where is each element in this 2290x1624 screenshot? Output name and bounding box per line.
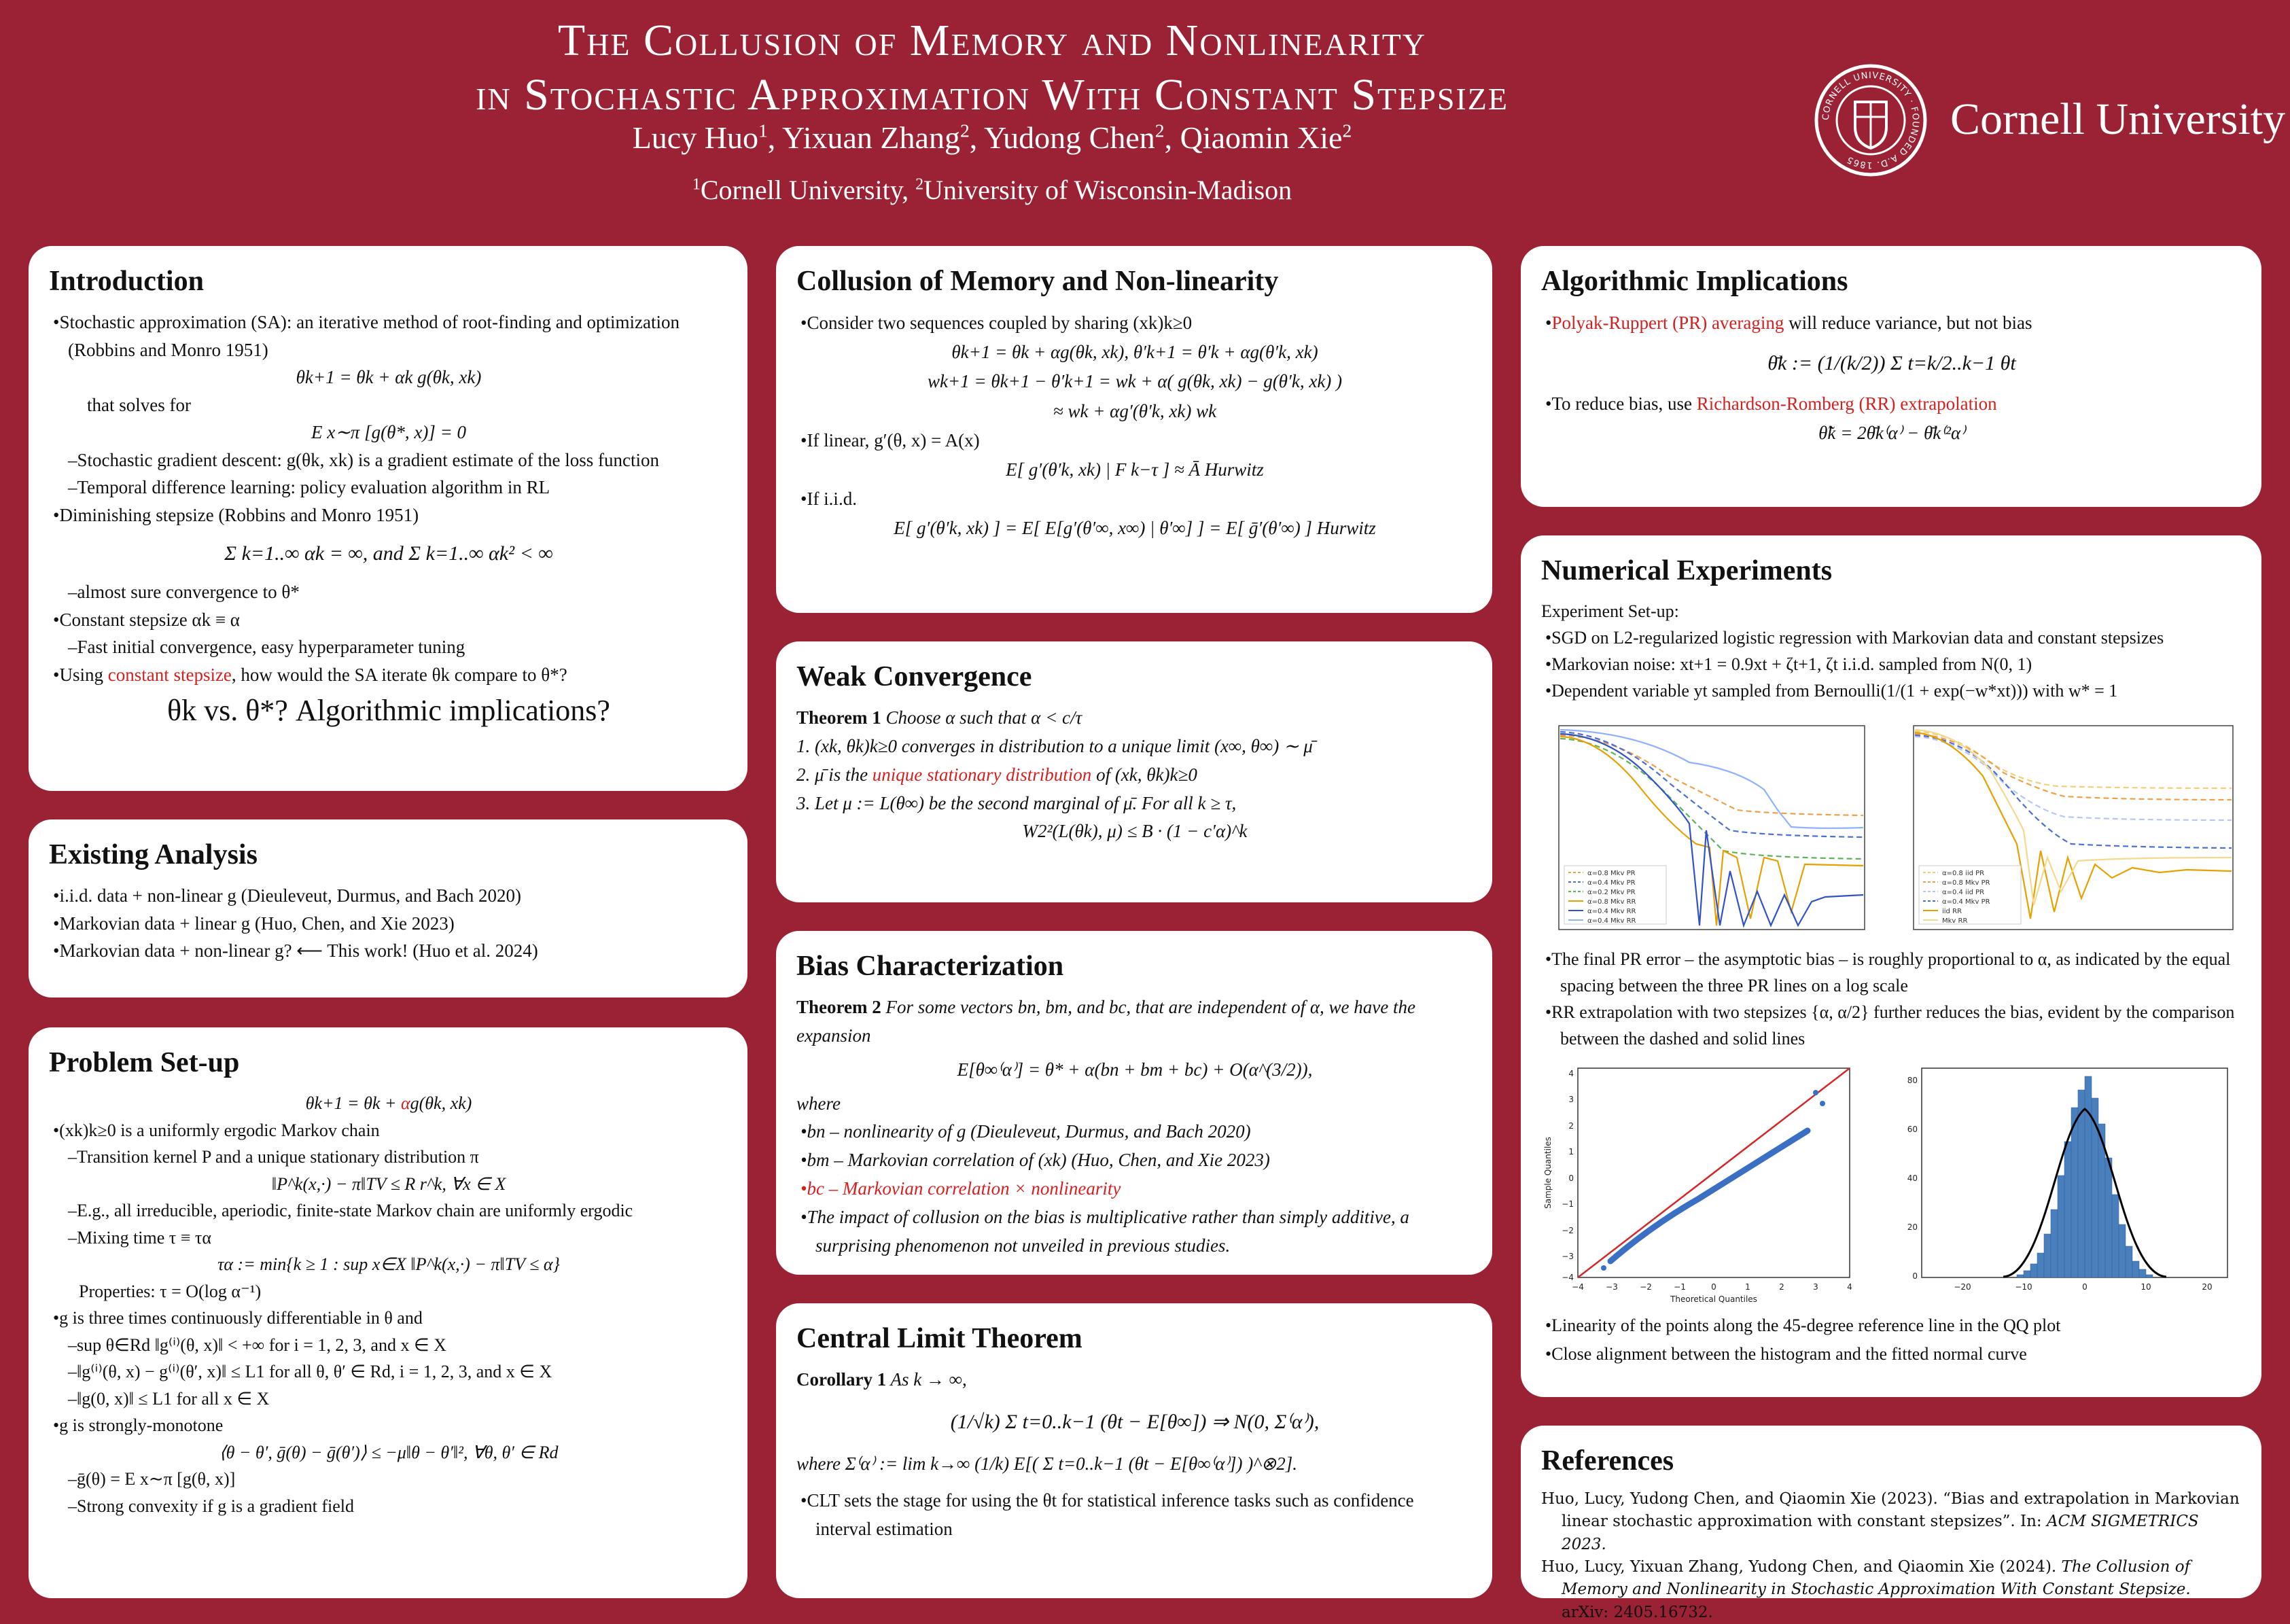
equation: θ̄k := (1/(k/2)) Σ t=k/2..k−1 θt: [1767, 352, 2016, 375]
equation: E[ g′(θ′k, xk) | F k−τ ] ≈ Ā Hurwitz: [1006, 459, 1264, 480]
sub-bullet: – Stochastic gradient descent: g(θk, xk) is a gradient estimate of the loss function: [49, 446, 728, 474]
bullet: • Markovian noise: xt+1 = 0.9xt + ζt+1, ζt i.i.d. sampled from N(0, 1): [1541, 651, 2242, 677]
svg-text:−1: −1: [1674, 1282, 1686, 1292]
panel-heading: Introduction: [49, 266, 204, 297]
panel-algorithmic-implications: [1521, 246, 2261, 507]
svg-text:2: 2: [1779, 1282, 1784, 1292]
text: that solves for: [87, 394, 191, 415]
svg-text:−4: −4: [1572, 1282, 1584, 1292]
theorem: Theorem 2 For some vectors bn, bm, and bc, that are independent of α, we have the expansion: [796, 997, 1415, 1046]
svg-text:20: 20: [2202, 1282, 2213, 1292]
bullet: • Consider two sequences coupled by sharing (xk)k≥0: [796, 308, 1473, 338]
panel-heading: Central Limit Theorem: [796, 1323, 1082, 1354]
key-question: θk vs. θ*? Algorithmic implications?: [167, 694, 610, 727]
bullet: • Markovian data + non-linear g? ⟵ This work! (Huo et al. 2024): [49, 937, 728, 965]
bullet: • Linearity of the points along the 45-degree reference line in the QQ plot: [1541, 1311, 2241, 1340]
equation: ≈ wk + αg′(θ′k, xk) wk: [1053, 400, 1217, 421]
panel-heading: References: [1541, 1445, 1674, 1477]
svg-text:4: 4: [1568, 1069, 1574, 1078]
bullet: • CLT sets the stage for using the θt for statistical inference tasks such as confidence interval estimation: [796, 1487, 1473, 1544]
panel-references: [1521, 1426, 2261, 1621]
author: Yudong Chen: [984, 120, 1155, 155]
cornell-seal-icon: [1813, 63, 1928, 178]
bullet: • Constant stepsize αk ≡ α: [49, 606, 728, 634]
bullet: • Polyak-Ruppert (PR) averaging will reduce variance, but not bias: [1541, 308, 2242, 338]
svg-text:0: 0: [2082, 1282, 2088, 1292]
panel-numerical-experiments: [1521, 535, 2261, 1397]
svg-text:0: 0: [1568, 1173, 1574, 1183]
sub-bullet: – E.g., all irreducible, aperiodic, finite-state Markov chain are uniformly ergodic: [49, 1197, 728, 1224]
error-plot-iid-vs-markovian: [1888, 722, 2241, 946]
title-line-2: in Stochastic Approximation With Constant Stepsize: [476, 70, 1509, 120]
panel-bias-characterization: [776, 931, 1492, 1275]
author: Lucy Huo: [632, 120, 758, 155]
svg-text:20: 20: [1907, 1222, 1918, 1232]
bullet: • g is strongly-monotone: [49, 1412, 728, 1439]
svg-text:40: 40: [1907, 1173, 1918, 1183]
bullet: • The impact of collusion on the bias is multiplicative rather than simply additive, a surprising phenomenon not unveiled in previous studies.: [796, 1203, 1473, 1260]
legend-entry: α=0.4 iid PR: [1942, 889, 1985, 896]
legend-entry: α=0.8 Mkv PR: [1587, 870, 1636, 877]
svg-text:−4: −4: [1562, 1273, 1574, 1282]
equation: ⟨θ − θ′, ḡ(θ) − ḡ(θ′)⟩ ≤ −μ‖θ − θ′‖², ∀θ, θ′ ∈ Rd: [219, 1442, 559, 1462]
bullet: • The final PR error – the asymptotic bias – is roughly proportional to α, as indicated by the equal spacing between the three PR lines on a log scale: [1541, 946, 2241, 999]
x-axis-label: Theoretical Quantiles: [1670, 1294, 1757, 1304]
svg-text:−2: −2: [1562, 1226, 1574, 1235]
svg-text:10: 10: [2141, 1282, 2151, 1292]
svg-text:−2: −2: [1640, 1282, 1652, 1292]
legend-entry: α=0.4 Mkv PR: [1942, 898, 1990, 906]
affiliations: $^1$Cornell University, $^2$University of Wisconsin-Madison: [692, 175, 1292, 205]
equation: E[ g′(θ′k, xk) ] = E[ E[g′(θ′∞, x∞) | θ′∞] ] = E[ ḡ′(θ′∞) ] Hurwitz: [894, 518, 1376, 539]
title-line-1: The Collusion of Memory and Nonlinearity: [557, 16, 1427, 65]
text: where: [796, 1093, 841, 1114]
legend-entry: Mkv RR: [1942, 917, 1968, 925]
panel-heading: Weak Convergence: [796, 661, 1032, 692]
bullet: • bm – Markovian correlation of (xk) (Huo, Chen, and Xie 2023): [796, 1146, 1473, 1175]
poster-header: [0, 0, 2290, 224]
legend-entry: α=0.4 Mkv RR: [1587, 908, 1636, 915]
sub-bullet: – Strong convexity if g is a gradient field: [49, 1493, 728, 1520]
equation: Σ k=1..∞ αk = ∞, and Σ k=1..∞ αk² < ∞: [224, 542, 553, 565]
bullet: • g is three times continuously differentiable in θ and: [49, 1305, 728, 1332]
reference-item: Huo, Lucy, Yixuan Zhang, Yudong Chen, and Qiaomin Xie (2024). The Collusion of Memory and Nonlinearity in Stochastic Approximation With Constant Stepsize. arXiv: 2405.16732.: [1541, 1558, 2191, 1621]
bullet: • Diminishing stepsize (Robbins and Monro 1951): [49, 501, 728, 529]
equation: E[θ∞⁽α⁾] = θ* + α(bn + bm + bc) + O(α^(3/2)),: [957, 1059, 1313, 1080]
panel-heading: Existing Analysis: [49, 839, 258, 870]
bullet: • Dependent variable yt sampled from Bernoulli(1/(1 + exp(−w*xt))) with w* = 1: [1541, 677, 2242, 704]
svg-text:1: 1: [1745, 1282, 1750, 1292]
bullet: • Using constant stepsize, how would the SA iterate θk compare to θ*?: [49, 661, 728, 689]
sub-bullet: – Mixing time τ ≡ τα: [49, 1224, 728, 1252]
svg-text:0: 0: [1912, 1271, 1918, 1281]
panel-heading: Collusion of Memory and Non-linearity: [796, 266, 1279, 297]
bullet: • Close alignment between the histogram and the fitted normal curve: [1541, 1340, 2241, 1369]
histogram-plot: [1888, 1063, 2241, 1307]
equation: θk+1 = θk + αg(θk, xk), θ′k+1 = θ′k + αg(θ′k, xk): [951, 342, 1318, 363]
panel-introduction: [29, 246, 747, 791]
bullet: • (xk)k≥0 is a uniformly ergodic Markov chain: [49, 1117, 728, 1144]
panel-problem-setup: [29, 1027, 747, 1598]
legend-entry: α=0.4 Mkv RR: [1587, 917, 1636, 925]
text: where Σ⁽α⁾ := lim k→∞ (1/k) E[( Σ t=0..k−1 (θt − E[θ∞⁽α⁾]) )^⊗2].: [796, 1453, 1298, 1475]
bullet: • Stochastic approximation (SA): an iterative method of root-finding and optimization (Robbins and Monro 1951): [49, 308, 728, 364]
legend-entry: α=0.2 Mkv PR: [1587, 889, 1636, 896]
svg-text:2: 2: [1568, 1121, 1574, 1131]
sub-bullet: – ‖g(0, x)‖ ≤ L1 for all x ∈ X: [49, 1385, 728, 1413]
svg-text:80: 80: [1907, 1076, 1918, 1085]
svg-text:3: 3: [1568, 1095, 1574, 1104]
bullet: • SGD on L2-regularized logistic regression with Markovian data and constant stepsizes: [1541, 624, 2242, 651]
equation: wk+1 = θk+1 − θ′k+1 = wk + α( g(θk, xk) − g(θ′k, xk) ): [927, 371, 1343, 392]
bullet: • RR extrapolation with two stepsizes {α, α/2} further reduces the bias, evident by the comparison between the dashed and solid lines: [1541, 999, 2241, 1052]
bullet: • bc – Markovian correlation × nonlinearity: [796, 1175, 1473, 1203]
theorem-item: 1. (xk, θk)k≥0 converges in distribution to a unique limit (x∞, θ∞) ∼ μ̄: [796, 735, 1313, 756]
svg-text:4: 4: [1847, 1282, 1852, 1292]
sub-bullet: – ḡ(θ) = E x∼π [g(θ, x)]: [49, 1466, 728, 1493]
bullet: • If i.i.d.: [796, 484, 1473, 514]
panel-heading: Problem Set-up: [49, 1047, 240, 1078]
sub-bullet: – almost sure convergence to θ*: [49, 578, 728, 606]
error-plot-markovian: [1533, 722, 1873, 946]
sub-bullet: – Temporal difference learning: policy evaluation algorithm in RL: [49, 474, 728, 501]
svg-text:−3: −3: [1562, 1252, 1574, 1261]
sub-bullet: – sup θ∈Rd ‖g⁽ⁱ⁾(θ, x)‖ < +∞ for i = 1, 2, 3, and x ∈ X: [49, 1332, 728, 1359]
equation: ‖P^k(x,·) − π‖TV ≤ R r^k, ∀x ∈ X: [271, 1173, 506, 1194]
text: Properties: τ = O(log α⁻¹): [79, 1281, 262, 1301]
author-list: Lucy Huo$^1$, Yixuan Zhang$^2$, Yudong Chen$^2$, Qiaomin Xie$^2$: [632, 120, 1352, 155]
text: Experiment Set-up:: [1541, 601, 1679, 621]
equation: θ̃k = 2θ̄k⁽α⁾ − θ̄k⁽²α⁾: [1818, 423, 1965, 444]
svg-text:0: 0: [1711, 1282, 1716, 1292]
bullet: • To reduce bias, use Richardson-Romberg (RR) extrapolation: [1541, 389, 2242, 419]
svg-text:−20: −20: [1954, 1282, 1971, 1292]
panel-heading: Numerical Experiments: [1541, 555, 1833, 586]
svg-text:−10: −10: [2015, 1282, 2032, 1292]
legend-entry: iid RR: [1942, 908, 1962, 915]
bullet: • bn – nonlinearity of g (Dieuleveut, Durmus, and Bach 2020): [796, 1118, 1473, 1146]
equation: (1/√k) Σ t=0..k−1 (θt − E[θ∞]) ⇒ N(0, Σ⁽α⁾),: [950, 1410, 1320, 1433]
legend-entry: α=0.8 iid PR: [1942, 870, 1985, 877]
equation: θk+1 = θk + αk g(θk, xk): [296, 367, 482, 387]
reference-item: Huo, Lucy, Yudong Chen, and Qiaomin Xie (2023). “Bias and extrapolation in Markovian linear stochastic approximation with constant stepsizes”. In: ACM SIGMETRICS 2023.: [1541, 1490, 2240, 1553]
equation: W2²(L(θk), μ) ≤ B · (1 − c′α)^k: [1022, 821, 1248, 842]
panel-existing-analysis: [29, 819, 747, 998]
svg-text:60: 60: [1907, 1125, 1918, 1134]
equation: E x∼π [g(θ*, x)] = 0: [311, 422, 467, 442]
panel-central-limit-theorem: [776, 1303, 1492, 1598]
svg-text:−1: −1: [1562, 1199, 1574, 1209]
author: Yixuan Zhang: [782, 120, 960, 155]
panel-weak-convergence: [776, 641, 1492, 902]
legend-entry: α=0.8 Mkv RR: [1587, 898, 1636, 906]
theorem: Theorem 1 Choose α such that α < c/τ: [796, 707, 1082, 728]
legend-entry: α=0.4 Mkv PR: [1587, 879, 1636, 887]
sub-bullet: – Transition kernel P and a unique stationary distribution π: [49, 1144, 728, 1171]
panel-heading: Algorithmic Implications: [1541, 266, 1848, 297]
y-axis-label: Sample Quantiles: [1543, 1137, 1553, 1209]
theorem-item: 2. μ̄ is the unique stationary distribution of (xk, θk)k≥0: [796, 764, 1197, 785]
sub-bullet: – ‖g⁽ⁱ⁾(θ, x) − g⁽ⁱ⁾(θ′, x)‖ ≤ L1 for all θ, θ′ ∈ Rd, i = 1, 2, 3, and x ∈ X: [49, 1358, 728, 1385]
author: Qiaomin Xie: [1180, 120, 1343, 155]
bullet: • i.i.d. data + non-linear g (Dieuleveut, Durmus, and Bach 2020): [49, 882, 728, 910]
svg-text:CORNELL UNIVERSITY · FOUNDED A: CORNELL UNIVERSITY · FOUNDED A.D. 1865: [1820, 70, 1921, 171]
svg-text:3: 3: [1813, 1282, 1818, 1292]
equation: θk+1 = θk + αg(θk, xk): [305, 1093, 472, 1113]
panel-collusion: [776, 246, 1492, 613]
legend-entry: α=0.8 Mkv PR: [1942, 879, 1990, 887]
bullet: • If linear, g′(θ, x) = A(x): [796, 426, 1473, 455]
corollary: Corollary 1 As k → ∞,: [796, 1369, 967, 1390]
svg-text:−3: −3: [1606, 1282, 1618, 1292]
equation: τα := min{k ≥ 1 : sup x∈X ‖P^k(x,·) − π‖TV ≤ α}: [217, 1254, 560, 1275]
cornell-logo-text: Cornell University: [1950, 94, 2286, 144]
svg-text:1: 1: [1568, 1147, 1574, 1157]
sub-bullet: – Fast initial convergence, easy hyperparameter tuning: [49, 633, 728, 661]
panel-heading: Bias Characterization: [796, 951, 1064, 982]
theorem-item: 3. Let μ := L(θ∞) be the second marginal of μ̄. For all k ≥ τ,: [796, 792, 1237, 813]
bullet: • Markovian data + linear g (Huo, Chen, and Xie 2023): [49, 910, 728, 938]
qq-plot: [1536, 1063, 1855, 1307]
